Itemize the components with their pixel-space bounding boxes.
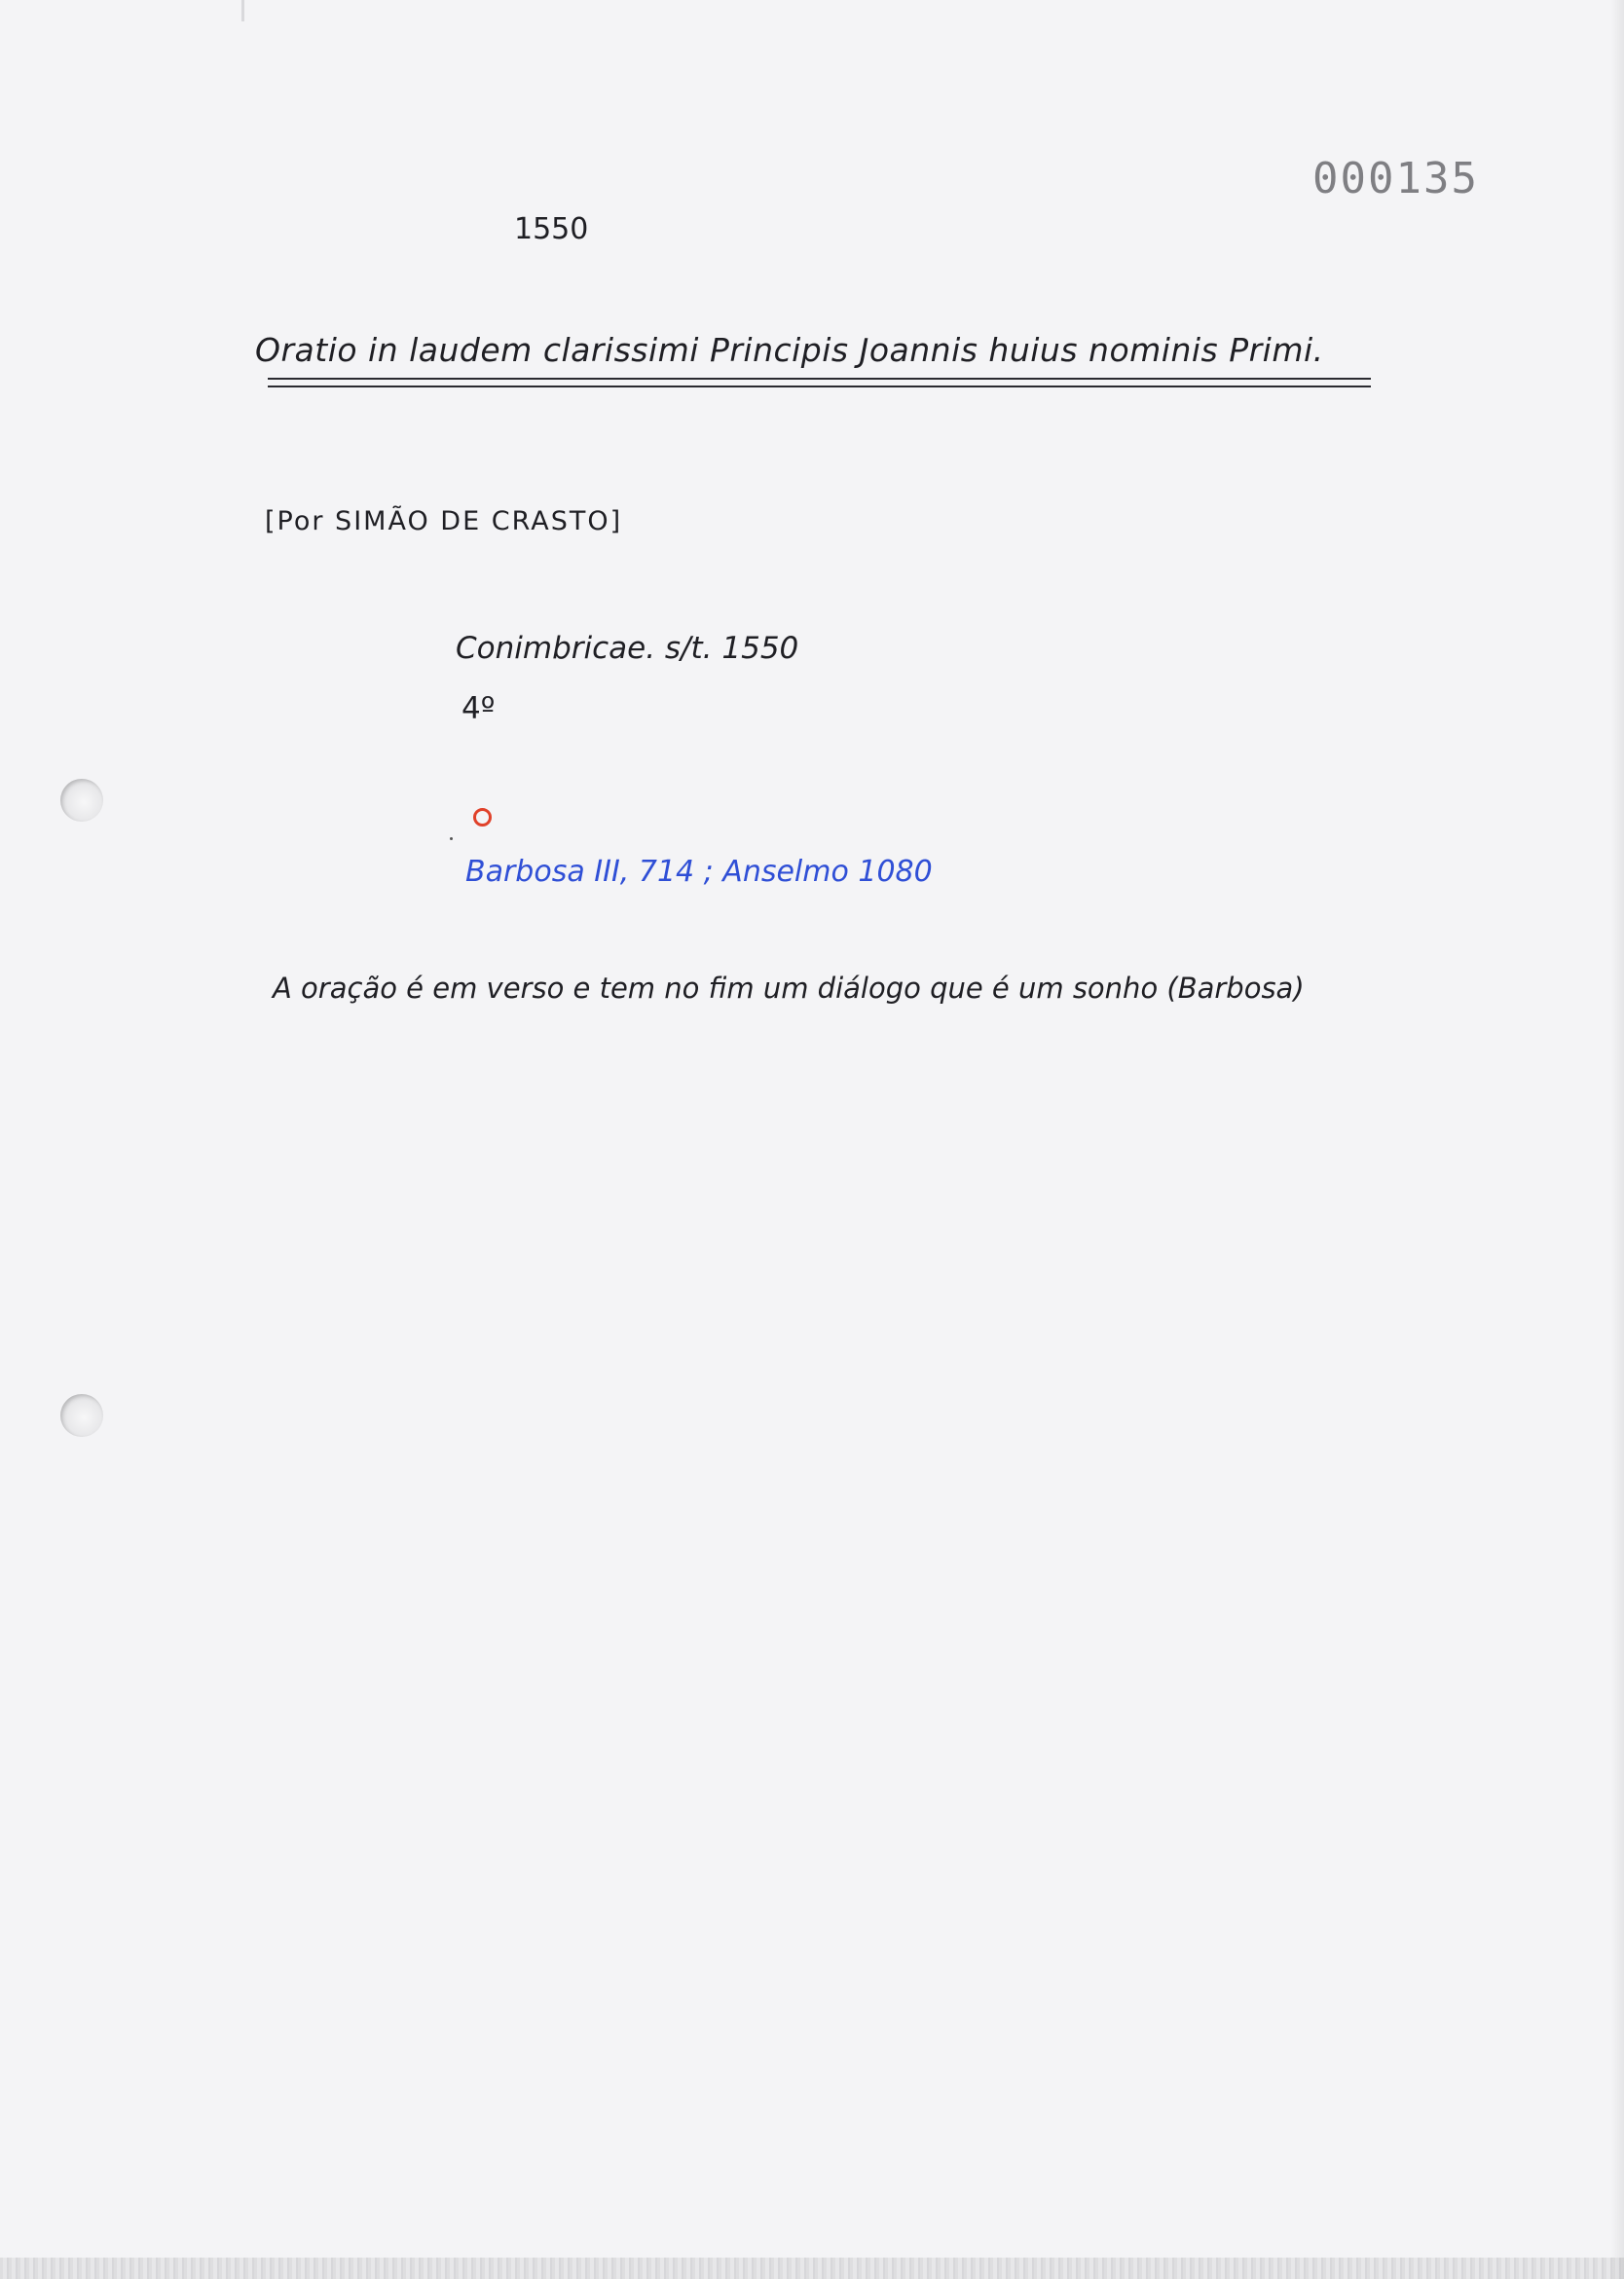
stamp-number: 000135 (1312, 154, 1479, 203)
imprint-line: Conimbricae. s/t. 1550 (456, 631, 799, 666)
red-circle-mark-icon (473, 808, 492, 827)
bibliographic-references: Barbosa III, 714 ; Anselmo 1080 (465, 855, 933, 889)
punch-hole-lower (60, 1394, 103, 1437)
paper-bottom-edge (0, 2258, 1624, 2279)
descriptive-note: A oração é em verso e tem no fim um diálogo que é um sonho (Barbosa) (273, 972, 1305, 1005)
title-underline-top (268, 378, 1371, 380)
author-attribution: [Por SIMÃO DE CRASTO] (265, 506, 623, 536)
format-line: 4º (461, 691, 496, 726)
ink-dot (450, 837, 453, 840)
title-underline-bottom (268, 386, 1371, 387)
edge-mark (241, 0, 244, 21)
work-title: Oratio in laudem clarissimi Principis Joannis huius nominis Primi. (255, 331, 1324, 369)
punch-hole-upper (60, 779, 103, 822)
year-heading: 1550 (514, 212, 589, 246)
